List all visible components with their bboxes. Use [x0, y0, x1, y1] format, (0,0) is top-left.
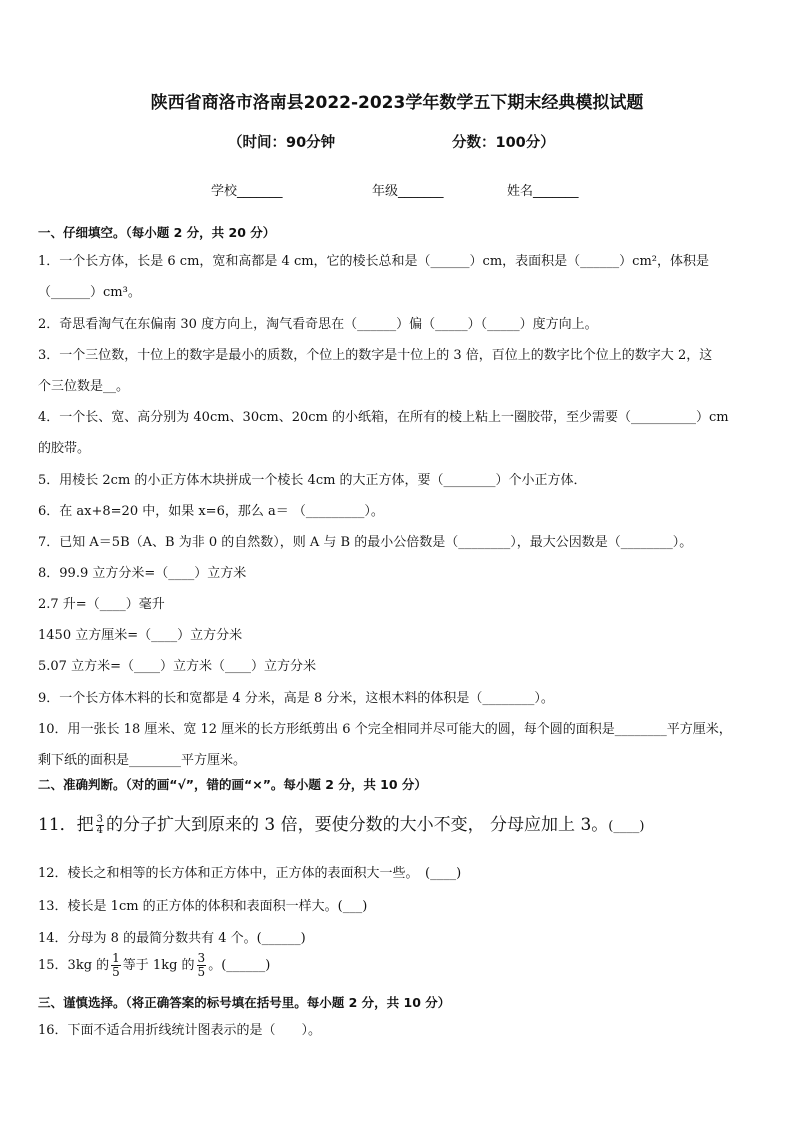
section2-heading: 二、准确判断。（对的画“√”，错的画“×”。每小题 2 分，共 10 分） [38, 777, 427, 792]
question-10-line2: 剩下纸的面积是________平方厘米。 [38, 753, 247, 768]
question-3-line2: 个三位数是__。 [38, 379, 130, 394]
fraction-denominator: 5 [197, 965, 206, 979]
fraction [96, 815, 104, 836]
school-field: 学校_______ [211, 184, 283, 199]
question-15-prefix: 15．3kg 的 [38, 958, 110, 973]
exam-score: 分数：100分） [452, 135, 555, 151]
question-14: 14．分母为 8 的最简分数共有 4 个。(______) [38, 931, 306, 946]
answer-blank: (____) [608, 819, 645, 834]
question-9: 9．一个长方体木料的长和宽都是 4 分米，高是 8 分米，这根木料的体积是（________）。 [38, 691, 554, 706]
question-4-line1: 4．一个长、宽、高分别为 40cm、30cm、20cm 的小纸箱，在所有的棱上粘上一圈胶带，至少需要（__________）cm [38, 410, 729, 425]
question-6: 6．在 ax+8=20 中，如果 x=6，那么 a＝ （_________）。 [38, 504, 384, 519]
fraction-denominator: 4 [96, 825, 104, 836]
fraction-denominator: 5 [112, 965, 120, 979]
section1-heading: 一、仔细填空。（每小题 2 分，共 20 分） [38, 225, 276, 240]
exam-time: （时间：90分钟 [228, 135, 336, 151]
fraction-numerator: 3 [197, 951, 206, 965]
question-3-line1: 3．一个三位数，十位上的数字是最小的质数，个位上的数字是十位上的 3 倍，百位上的数字比个位上的数字大 2，这 [38, 348, 713, 363]
question-4-line2: 的胶带。 [38, 441, 91, 456]
question-2: 2．奇思看淘气在东偏南 30 度方向上，淘气看奇思在（______）偏（_____）（_____）度方向上。 [38, 317, 598, 332]
question-10-line1: 10．用一张长 18 厘米、宽 12 厘米的长方形纸剪出 6 个完全相同并尽可能大的圆，每个圆的面积是________平方厘米， [38, 722, 732, 737]
section3-heading: 三、谨慎选择。（将正确答案的标号填在括号里。每小题 2 分，共 10 分） [38, 995, 451, 1010]
grade-field: 年级_______ [372, 184, 444, 199]
question-15-middle: 等于 1kg 的 [122, 958, 195, 973]
question-12: 12．棱长之和相等的长方体和正方体中，正方体的表面积大一些。 (____) [38, 866, 462, 881]
question-16: 16．下面不适合用折线统计图表示的是（ ）。 [38, 1023, 322, 1038]
question-15 [38, 952, 270, 979]
question-8-line2: 2.7 升=（____）毫升 [38, 597, 165, 612]
question-11-text: 的分子扩大到原来的 3 倍，要使分数的大小不变， 分母应加上 3。 [106, 815, 609, 835]
fraction-numerator: 3 [96, 814, 104, 825]
question-13: 13．棱长是 1cm 的正方体的体积和表面积一样大。(___) [38, 899, 368, 914]
question-1-line1: 1．一个长方体，长是 6 cm，宽和高都是 4 cm，它的棱长总和是（______）cm，表面积是（______）cm²，体积是 [38, 254, 709, 269]
page-title: 陕西省商洛市洛南县2022-2023学年数学五下期末经典模拟试题 [150, 93, 644, 113]
question-11-prefix: 11．把 [38, 815, 94, 835]
question-11 [38, 810, 644, 836]
question-15-suffix: 。(______) [208, 958, 271, 973]
question-7: 7．已知 A＝5B（A、B 为非 0 的自然数），则 A 与 B 的最小公倍数是（________），最大公因数是（________）。 [38, 535, 693, 550]
fraction-numerator: 1 [112, 951, 120, 965]
question-8-line3: 1450 立方厘米=（____）立方分米 [38, 628, 243, 643]
fraction [111, 952, 121, 979]
question-8-line4: 5.07 立方米=（____）立方米（____）立方分米 [38, 659, 316, 674]
question-1-line2: （______）cm³。 [38, 285, 141, 300]
question-5: 5．用棱长 2cm 的小正方体木块拼成一个棱长 4cm 的大正方体，要（________）个小正方体． [38, 473, 587, 488]
name-field: 姓名_______ [507, 184, 579, 199]
question-8-line1: 8．99.9 立方分米=（____）立方米 [38, 566, 247, 581]
fraction [197, 952, 207, 979]
